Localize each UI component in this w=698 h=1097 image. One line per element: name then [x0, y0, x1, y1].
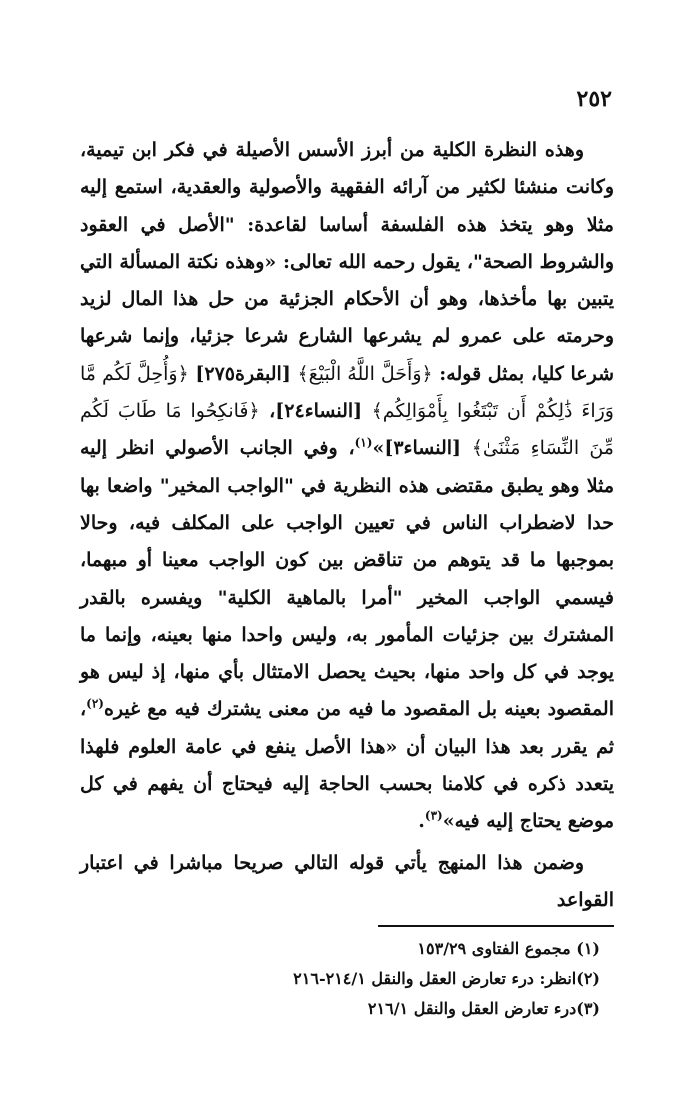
quran-verse: ﴿فَانكِحُوا مَا طَابَ لَكُم مِّنَ النِّسَاءِ مَثْنَىٰ﴾	[80, 400, 614, 460]
quran-verse: ﴿وَأَحَلَّ اللَّهُ الْبَيْعَ﴾	[297, 362, 433, 385]
surah-reference: [النساء٣]»	[372, 437, 472, 460]
body-text	[80, 132, 614, 919]
page-number: ٢٥٢	[576, 86, 612, 112]
paragraph	[80, 132, 614, 841]
footnote-marker[interactable]: (٣)	[424, 809, 443, 824]
surah-reference: [النساء٢٤]،	[259, 400, 372, 423]
surah-reference: [البقرة٢٧٥]	[188, 362, 298, 385]
footnote-marker[interactable]: (٢)	[86, 697, 104, 712]
text-segment: وضمن هذا المنهج يأتي قوله التالي صريحا مباشرا في اعتبار القواعد	[80, 851, 614, 911]
footnote: (١) مجموع الفتاوى ١٥٣/٢٩	[417, 939, 600, 958]
text-segment: ، ثم يقرر بعد هذا البيان أن «هذا الأصل ينفع في عامة العلوم فلهذا يتعدد ذكره في كلامنا بحسب الحاجة إليه فيحتاج أن يفهم في كل موضع يحتاج إليه فيه»	[80, 698, 614, 833]
footnotes	[80, 934, 600, 1024]
text-segment: وهذه النظرة الكلية من أبرز الأسس الأصيلة في فكر ابن تيمية، وكانت منشئا لكثير من آرائه الفقهية والأصولية والعقدية، استمع إليه مثلا وهو يتخذ هذه الفلسفة أساسا لقاعدة: "الأصل في العقود والشروط الصحة"، يقول رحمه الله تعالى: «وهذه نكتة المسألة التي يتبين بها مأخذها، وهو أن الأحكام الجزئية من حل هذا المال لزيد وحرمته على عمرو لم يشرعها الشارع شرعا جزئيا، وإنما شرعها شرعا كليا، بمثل قوله:	[80, 139, 614, 385]
text-segment: ، وفي الجانب الأصولي انظر إليه مثلا وهو يطبق مقتضى هذه النظرية في "الواجب المخير" واضعا بها حدا لاضطراب الناس في تعيين الواجب على المكلف فيه، وحالا بموجبها ما قد يتوهم من تناقض بين كون الواجب معينا أو مبهما، فيسمي الواجب المخير "أمرا بالماهية الكلية" ويفسره بالقدر المشترك بين جزئيات المأمور به، وليس واحدا منها بعينه، وإنما ما يوجد في كل واحد منها، بحيث يحصل الامتثال بأي منها، إذ ليس هو المقصود بعينه بل المقصود ما فيه من معنى يشترك فيه مع غيره	[80, 437, 614, 721]
footnote: (٣)درء تعارض العقل والنقل ٢١٦/١	[367, 999, 600, 1018]
quran-verse: ﴿وَأُحِلَّ لَكُم مَّا وَرَاءَ ذَٰلِكُمْ أَن تَبْتَغُوا بِأَمْوَالِكُم﴾	[80, 362, 614, 423]
paragraph	[80, 845, 614, 920]
footnote-divider	[378, 925, 614, 927]
text-segment: .	[418, 810, 425, 833]
footnote: (٢)انظر: درء تعارض العقل والنقل ٢١٤/١-٢١٦	[293, 969, 600, 988]
footnote-marker[interactable]: (١)	[354, 436, 373, 451]
